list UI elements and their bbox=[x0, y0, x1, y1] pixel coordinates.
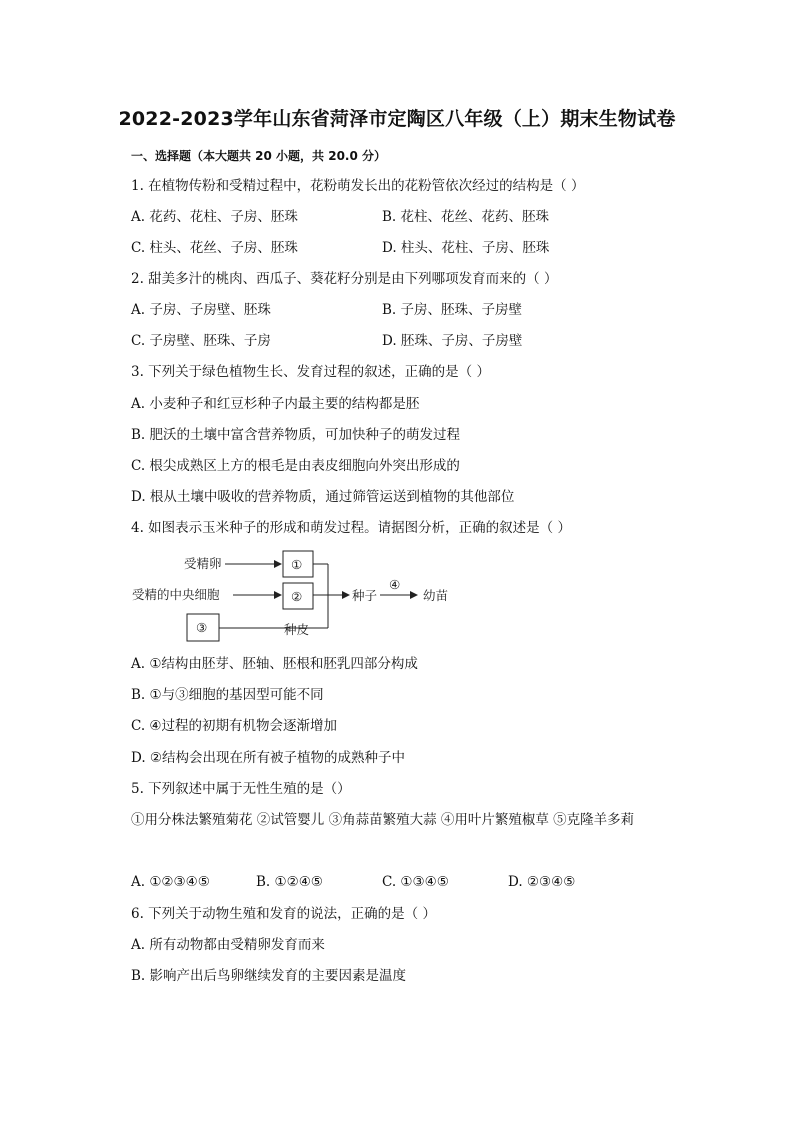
label-seed-coat: 种皮 bbox=[284, 622, 310, 637]
question-3-option-d: D. 根从土壤中吸收的营养物质，通过筛管运送到植物的其他部位 bbox=[131, 489, 515, 505]
question-3-option-b: B. 肥沃的土壤中富含营养物质，可加快种子的萌发过程 bbox=[131, 427, 461, 443]
question-5-stem: 5. 下列叙述中属于无性生殖的是（） bbox=[131, 781, 351, 797]
question-5-items: ①用分株法繁殖菊花 ②试管婴儿 ③角蒜苗繁殖大蒜 ④用叶片繁殖椒草 ⑤克隆羊多莉 bbox=[131, 812, 635, 828]
question-6-option-b: B. 影响产出后鸟卵继续发育的主要因素是温度 bbox=[131, 968, 407, 984]
question-2-stem: 2. 甜美多汁的桃肉、西瓜子、葵花籽分别是由下列哪项发育而来的（ ） bbox=[131, 271, 558, 287]
question-4-option-b: B. ①与③细胞的基因型可能不同 bbox=[131, 687, 324, 703]
question-5-option-a: A. ①②③④⑤ bbox=[131, 874, 210, 890]
question-4-option-a: A. ①结构由胚芽、胚轴、胚根和胚乳四部分构成 bbox=[131, 656, 418, 672]
label-step-4: ④ bbox=[389, 577, 401, 592]
question-4-option-c: C. ④过程的初期有机物会逐渐增加 bbox=[131, 718, 338, 734]
seed-formation-diagram bbox=[128, 548, 468, 644]
box-3-label: ③ bbox=[196, 620, 208, 635]
box-2-label: ② bbox=[291, 589, 303, 604]
question-5-option-b: B. ①②④⑤ bbox=[256, 874, 323, 890]
label-fertilized-central-cell: 受精的中央细胞 bbox=[132, 587, 220, 602]
question-6-stem: 6. 下列关于动物生殖和发育的说法，正确的是（ ） bbox=[131, 906, 436, 922]
label-seedling: 幼苗 bbox=[423, 588, 449, 603]
label-fertilized-egg: 受精卵 bbox=[184, 556, 222, 571]
question-5-option-c: C. ①③④⑤ bbox=[382, 874, 449, 890]
label-seed: 种子 bbox=[352, 588, 378, 603]
question-1-option-c: C. 柱头、花丝、子房、胚珠 bbox=[131, 240, 298, 256]
question-3-stem: 3. 下列关于绿色植物生长、发育过程的叙述，正确的是（ ） bbox=[131, 364, 490, 380]
question-2-option-c: C. 子房壁、胚珠、子房 bbox=[131, 333, 271, 349]
question-1-option-d: D. 柱头、花柱、子房、胚珠 bbox=[382, 240, 550, 256]
box-1-label: ① bbox=[291, 557, 303, 572]
question-2-option-d: D. 胚珠、子房、子房壁 bbox=[382, 333, 523, 349]
question-4-option-d: D. ②结构会出现在所有被子植物的成熟种子中 bbox=[131, 750, 406, 766]
question-2-option-a: A. 子房、子房壁、胚珠 bbox=[131, 302, 271, 318]
page-title: 2022-2023学年山东省菏泽市定陶区八年级（上）期末生物试卷 bbox=[118, 108, 676, 130]
section-heading: 一、选择题（本大题共 20 小题，共 20.0 分） bbox=[131, 149, 387, 163]
question-1-option-a: A. 花药、花柱、子房、胚珠 bbox=[131, 209, 298, 225]
question-1-option-b: B. 花柱、花丝、花药、胚珠 bbox=[382, 209, 550, 225]
question-5-option-d: D. ②③④⑤ bbox=[508, 874, 576, 890]
question-2-option-b: B. 子房、胚珠、子房壁 bbox=[382, 302, 523, 318]
question-1-stem: 1. 在植物传粉和受精过程中，花粉萌发长出的花粉管依次经过的结构是（ ） bbox=[131, 178, 585, 194]
question-4-stem: 4. 如图表示玉米种子的形成和萌发过程。请据图分析，正确的叙述是（ ） bbox=[131, 520, 571, 536]
question-3-option-a: A. 小麦种子和红豆杉种子内最主要的结构都是胚 bbox=[131, 396, 420, 412]
question-3-option-c: C. 根尖成熟区上方的根毛是由表皮细胞向外突出形成的 bbox=[131, 458, 460, 474]
question-6-option-a: A. 所有动物都由受精卵发育而来 bbox=[131, 937, 325, 953]
